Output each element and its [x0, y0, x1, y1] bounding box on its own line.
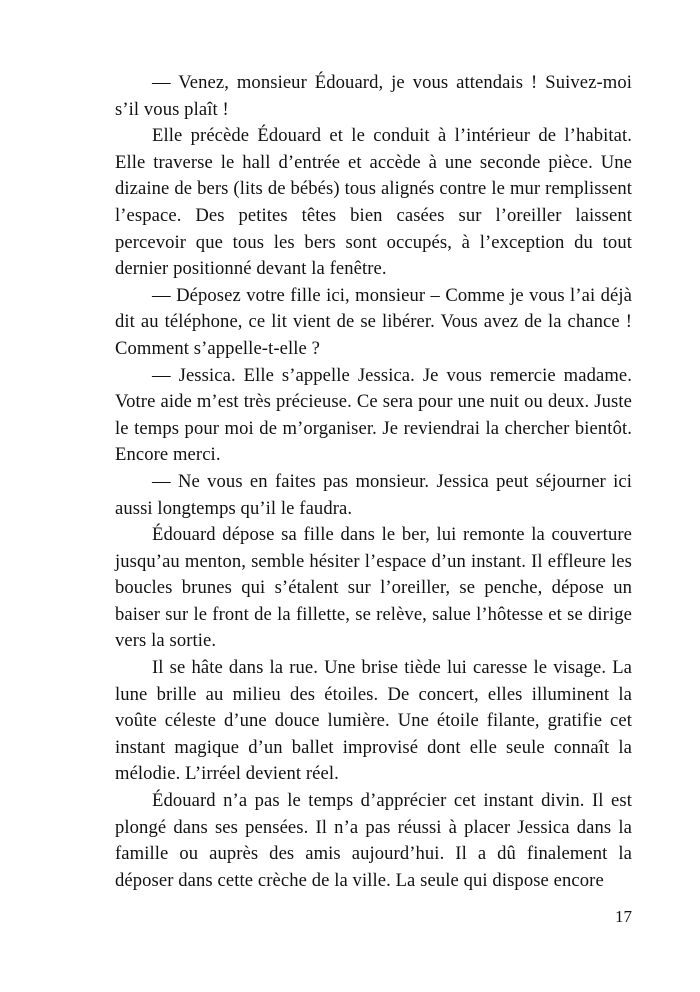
paragraph-narration-1: Elle précède Édouard et le conduit à l’intérieur de l’habitat. Elle traverse le hall d’entrée et accède à une seconde pièce. Une dizaine de bers (lits de bébés) tous alignés contre le mur remplissent l’espace. Des petites têtes bien casées sur l’oreiller laissent percevoir que tous les bers sont occupés, à l’exception du tout dernier positionné devant la fenêtre.: [115, 125, 632, 280]
paragraph-dialogue-1: — Venez, monsieur Édouard, je vous attendais ! Suivez-moi s’il vous plaît !: [115, 72, 632, 120]
paragraph-dialogue-2: — Déposez votre fille ici, monsieur – Comme je vous l’ai déjà dit au téléphone, ce lit vient de se libérer. Vous avez de la chance ! Comment s’appelle-t-elle ?: [115, 284, 632, 359]
paragraph-dialogue-4: — Ne vous en faites pas monsieur. Jessica peut séjourner ici aussi longtemps qu’il le faudra.: [115, 470, 632, 519]
page-text: [115, 70, 632, 894]
paragraph-narration-2: Édouard dépose sa fille dans le ber, lui remonte la couverture jusqu’au menton, semble hésiter l’espace d’un instant. Il effleure les boucles brunes qui s’étalent sur l’oreiller, se penche, dépose un baiser sur le front de la fillette, se relève, salue l’hôtesse et se dirige vers la sortie.: [115, 524, 632, 652]
paragraph-narration-4: Édouard n’a pas le temps d’apprécier cet instant divin. Il est plongé dans ses pensées. Il n’a pas réussi à placer Jessica dans la famille ou auprès des amis aujourd’hui. Il a dû finalement la déposer dans cette crèche de la ville. La seule qui dispose encore: [115, 790, 632, 891]
paragraph-dialogue-3: — Jessica. Elle s’appelle Jessica. Je vous remercie madame. Votre aide m’est très précieuse. Ce sera pour une nuit ou deux. Juste le temps pour moi de m’organiser. Je reviendrai la chercher bientôt. Encore merci.: [115, 364, 632, 466]
page-number: 17: [615, 907, 632, 926]
paragraph-narration-3: Il se hâte dans la rue. Une brise tiède lui caresse le visage. La lune brille au milieu des étoiles. De concert, elles illuminent la voûte céleste d’une douce lumière. Une étoile filante, gratifie cet instant magique d’un ballet improvisé dont elle seule connaît la mélodie. L’irréel devient réel.: [115, 657, 632, 785]
